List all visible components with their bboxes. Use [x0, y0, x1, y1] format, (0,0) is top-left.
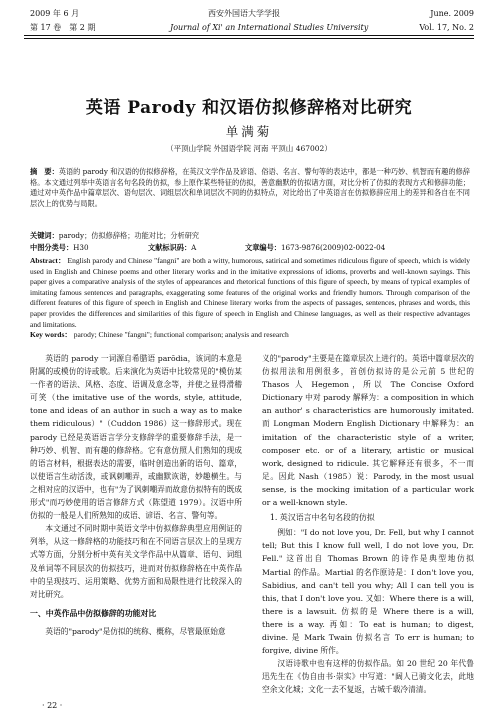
keywords-en-text: parody; Chinese "fangni"; functional comparison; analysis and research [73, 330, 289, 339]
abstract-en [30, 256, 470, 330]
doc-code-label: 文献标识码： [148, 243, 192, 252]
doc-code-item [148, 243, 196, 254]
header-volume-cn: 第 17 卷 第 2 期 [30, 23, 96, 32]
header-journal-cn: 西安外国语大学学报 [208, 9, 280, 18]
body-paragraph: 本文通过不同时期中英语文学中仿拟修辞典型应用例证的列举，从这一修辞格的功能技巧和在不同语言层次上的呈现方式等方面，分别分析中英有关文学作品中从篇章、语句、词组及单词等不同层次的仿拟技巧，进而对仿拟修辞格在中英作品中的呈现技巧、运用策略、优势方面和局限性进行比较深入的对比研究。 [30, 524, 242, 599]
keywords-cn [30, 231, 470, 242]
page-number: · 22 · [42, 701, 63, 710]
keywords-en [30, 330, 470, 341]
keywords-en-label: Key words： [30, 330, 72, 339]
clc-value: H30 [73, 243, 89, 252]
body-paragraph: 英语的"parody"是仿拟的统称、概称，尽管最原始意 [45, 626, 226, 636]
header-date: 2009 年 6 月 [30, 9, 80, 18]
section-heading: 一、中英作品中仿拟修辞的功能对比 [30, 608, 157, 618]
body-paragraph: 例如："I do not love you, Dr. Fell, but why I cannot tell; But this I know full well, I do not love you, Dr. Fell." 这首出自 Thomas Brown 的诗作是典型地仿拟 Martial 的作品。Martial 的名作原诗是：I don't love you, Sabidius, and can't tell you why; All I can tell you is this, that I don't love you. 又如：Where there is a will, there is a lawsuit. 仿拟的是 Where there is a will, there is a way. 再如：To eat is human; to digest, divine. 是 Mark Twain 仿拟名言 To err is human; to forgive, divine 所作。 [262, 528, 474, 656]
body-right-column [262, 352, 474, 696]
header-journal-en: Journal of Xi' an International Studies University [170, 23, 369, 32]
body-paragraph: 英语的 parody 一词源自希腊语 parōdia，该词的本意是附属的或模仿的诗或歌。后来演化为英语中比较常见的"模仿某一作者的语法、风格、态度、语调及意念等，并使之显得滑稽可笑（the imitative use of the words, style, attitude, tone and ideas of an author in such a way as to make them ridiculous）"（Cuddon 1986）这一修辞形式。现在 parody 已经是英语语言学分支修辞学的重要修辞手法，是一种巧妙、机智、而有趣的修辞格。它有意仿照人们熟知的现成的语言材料，根据表达的需要，临时创造出新的语句、篇章，以使语言生动活泼，或讽刺嘲弄，或幽默诙谐，妙趣横生。与之相对应的汉语中，也有"为了讽刺嘲弄而故意仿拟特有的既成形式"而巧妙使用的语言修辞方式（陈望道 1979）。汉语中所仿拟的一般是人们所熟知的成语、谚语、名言、警句等。 [30, 354, 242, 521]
abstract-cn [30, 167, 470, 209]
article-no-label: 文章编号： [245, 243, 281, 252]
article-title: 英语 Parody 和汉语仿拟修辞格对比研究 [85, 98, 413, 118]
keywords-cn-text: parody；仿拟修辞格；功能对比；分析研究 [58, 231, 200, 240]
body-left-column [30, 352, 242, 638]
body-paragraph: 义的"parody"主要是在篇章层次上进行的。英语中篇章层次的仿拟用法和用例很多，首创仿拟诗的是公元前 5 世纪的 Thasos 人 Hegemon，所以 The Concise Oxford Dictionary 中对 parody 解释为：a composition in which an author' s characteristics are humorously imitated. 而 Longman Modern English Dictionary 中解释为：an imitation of the characteristic style of a writer, composer etc. or of a literary, artistic or musical work, designed to ridicule. 其它解释还有很多，不一而足。因此 Nash（1985）说：Parody, in the most usual sense, is the mocking imitation of a particular work or a well-known style. [262, 354, 474, 508]
header-rule-bottom [24, 38, 474, 39]
body-paragraph: 汉语诗歌中也有这样的仿拟作品。如 20 世纪 20 年代鲁迅先生在《伪自由书·崇实》中写道："阔人已骑文化去，此地空余文化城；文化一去不复返，古城千载冷清清。 [262, 659, 474, 695]
abstract-en-label: Abstract： [30, 256, 66, 265]
header-volume-en: Vol. 17, No. 2 [419, 23, 474, 32]
article-no-value: 1673-9876(2009)02-0022-04 [280, 243, 386, 252]
clc-label: 中图分类号： [30, 243, 74, 252]
abstract-cn-label: 摘 要： [30, 167, 59, 176]
classification-line [30, 243, 470, 254]
article-no-item [245, 243, 385, 254]
abstract-cn-text: 英语的 parody 和汉语的仿拟修辞格，在英汉文学作品及谚语、俗语、名言、警句等的表达中，都是一种巧妙、机智而有趣的修辞格。本文通过列举中英语言名句名段的仿拟，参上原作某些特征的仿拟，善意幽默的仿拟诸方面，对比分析了仿拟的表现方式和修辞功能；通过对中英作品中篇章层次、语句层次、词组层次和单词层次不同的仿拟特点，对比给出了中英语言在仿拟修辞应用上的差异和各自在不同层次上的优势与局限。 [30, 167, 470, 208]
keywords-cn-label: 关键词： [30, 231, 59, 240]
doc-code-value: A [191, 243, 197, 252]
author-affiliation: （平顶山学院 外国语学院 河南 平顶山 467002） [166, 144, 332, 153]
clc-item [30, 243, 89, 252]
subsection-heading: 1. 英汉语言中名句名段的仿拟 [269, 513, 375, 523]
abstract-en-text: English parody and Chinese "fangni" are both a witty, humorous, satirical and sometimes ridiculous figure of speech, which is widely used in English and Chinese poems and other literary works and in the imitative expressions of idioms, proverbs and well-known sayings. This paper gives a comparative analysis of the styles of appearances and rhetorical functions of this figure of speech, by means of typical examples of imitating famous sentences and paragraphs, exaggerating some features of the original works and friendly humors. Through comparison of the different features of this figure of speech in English and Chinese literary works from the aspects of passages, sentences, phrases and words, this paper provides the differences and similarities of this figure of speech in English and Chinese languages, as well as their respective advantages and limitations. [30, 256, 471, 329]
article-author: 单满菊 [225, 124, 273, 139]
header-rule-top [24, 35, 474, 36]
header-month-en: June. 2009 [430, 9, 474, 18]
